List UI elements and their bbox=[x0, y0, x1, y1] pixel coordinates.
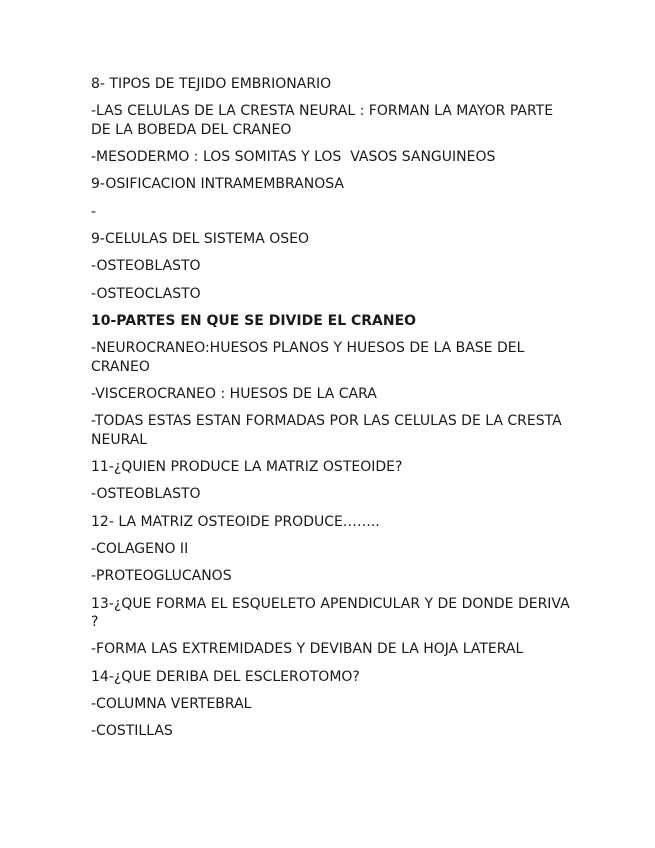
paragraph-osteoblasto-answer: -OSTEOBLASTO bbox=[91, 486, 201, 503]
paragraph-mesodermo: -MESODERMO : LOS SOMITAS Y LOS VASOS SANGUINEOS bbox=[91, 149, 496, 166]
paragraph-heading-11: 11-¿QUIEN PRODUCE LA MATRIZ OSTEOIDE? bbox=[91, 459, 403, 476]
paragraph-cresta-neural: -LAS CELULAS DE LA CRESTA NEURAL : FORMAN LA MAYOR PARTE DE LA BOBEDA DEL CRANEO bbox=[91, 103, 558, 138]
paragraph-dash: - bbox=[91, 203, 97, 220]
paragraph-proteoglucanos: -PROTEOGLUCANOS bbox=[91, 568, 232, 585]
paragraph-heading-13: 13-¿QUE FORMA EL ESQUELETO APENDICULAR Y DE DONDE DERIVA ? bbox=[91, 595, 575, 631]
paragraph-todas-estas: -TODAS ESTAS ESTAN FORMADAS POR LAS CELULAS DE LA CRESTA NEURAL bbox=[91, 413, 567, 448]
document-page bbox=[91, 75, 575, 750]
paragraph-heading-9-celulas: 9-CELULAS DEL SISTEMA OSEO bbox=[91, 230, 310, 247]
paragraph-osteoclasto: -OSTEOCLASTO bbox=[91, 285, 201, 302]
paragraph-columna: -COLUMNA VERTEBRAL bbox=[91, 695, 252, 712]
paragraph-heading-14: 14-¿QUE DERIBA DEL ESCLEROTOMO? bbox=[91, 668, 360, 685]
paragraph-colageno: -COLAGENO II bbox=[91, 540, 189, 557]
paragraph-heading-12: 12- LA MATRIZ OSTEOIDE PRODUCE…….. bbox=[91, 513, 380, 530]
paragraph-extremidades: -FORMA LAS EXTREMIDADES Y DEVIBAN DE LA HOJA LATERAL bbox=[91, 641, 524, 658]
paragraph-heading-10: 10-PARTES EN QUE SE DIVIDE EL CRANEO bbox=[91, 312, 417, 329]
paragraph-osteoblasto: -OSTEOBLASTO bbox=[91, 258, 201, 275]
paragraph-heading-9-osificacion: 9-OSIFICACION INTRAMEMBRANOSA bbox=[91, 176, 344, 193]
paragraph-viscerocraneo: -VISCEROCRANEO : HUESOS DE LA CARA bbox=[91, 385, 377, 402]
paragraph-costillas: -COSTILLAS bbox=[91, 723, 173, 740]
paragraph-heading-8: 8- TIPOS DE TEJIDO EMBRIONARIO bbox=[91, 76, 332, 92]
paragraph-neurocraneo: -NEUROCRANEO:HUESOS PLANOS Y HUESOS DE LA BASE DEL CRANEO bbox=[91, 340, 529, 375]
